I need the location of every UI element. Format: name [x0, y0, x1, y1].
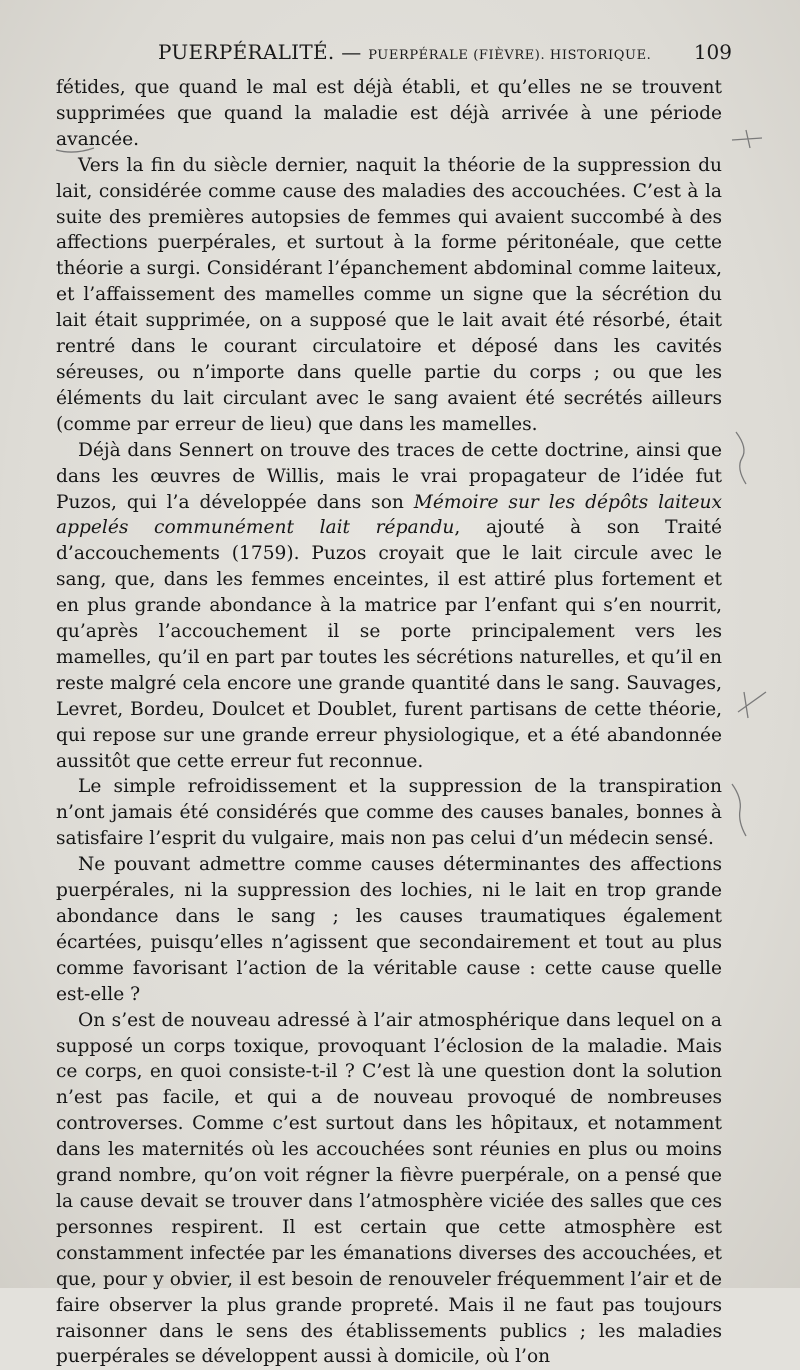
running-head-sub: PUERPÉRALE (FIÈVRE). HISTORIQUE. — [368, 48, 652, 63]
paragraph-3-start: Déjà dans Sennert on trouve des traces de cette doctrine, ainsi que dans les œuvres de Willis, mais le vrai propagateur de l’idée fut Puzos, qui l’a développée dans son — [56, 439, 722, 513]
paragraph-5: Ne pouvant admettre comme causes déterminantes des affections puerpérales, ni la suppression des lochies, ni le lait en trop grande abondance dans le sang ; les causes traumatiques également écartées, puisqu’elles n’agissent que secondairement et tout au plus comme favorisant l’action de la véritable cause : cette cause quelle est-elle ? — [56, 854, 722, 1005]
pencil-cross-mark-1 — [728, 126, 768, 152]
paragraph-2: Vers la fin du siècle dernier, naquit la théorie de la suppression du lait, considérée comme cause des maladies des accouchées. C’est à la suite des premières autopsies de femmes qui avaient succombé à des affections puerpérales, et surtout à la forme péritonéale, que cette théorie a surgi. Considérant l’épanchement abdominal comme laiteux, et l’affaissement des mamelles comme un signe que la sécrétion du lait était supprimée, on a supposé que le lait avait été résorbé, était rentré dans le courant circulatoire et déposé dans les cavités séreuses, ou n’importe dans quelle partie du corps ; ou que les éléments du lait circulant avec le sang avaient été secrétés ailleurs (comme par erreur de lieu) que dans les mamelles. — [56, 154, 722, 435]
running-head — [58, 38, 732, 68]
paragraph-6: On s’est de nouveau adressé à l’air atmosphérique dans lequel on a supposé un corps toxique, provoquant l’éclosion de la maladie. Mais ce corps, en quoi consiste-t-il ? C’est là une question dont la solution n’est pas facile, et qui a de nouveau provoqué de nombreuses controverses. Comme c’est surtout dans les hôpitaux, et notamment dans les maternités où les accouchées sont réunies en plus ou moins grand nombre, qu’on voit régner la fièvre puerpérale, on a pensé que la cause devait se trouver dans l’atmosphère viciée des salles que ces personnes respirent. Il est certain que cette atmosphère est constamment infectée par les émanations diverses des accouchées, et que, pour y obvier, il est besoin de renouveler fréquemment l’air et de faire observer la plus grande propreté. Mais il ne faut pas toujours raisonner dans le sens des établissements publics ; les maladies puerpérales se développent aussi à domicile, où l’on — [56, 1009, 722, 1368]
pencil-bracket-mark-2 — [728, 780, 752, 840]
pencil-bracket-mark-1 — [732, 428, 756, 488]
running-head-title — [158, 40, 651, 64]
paragraph-3-italic-title: Mémoire sur les dépôts laiteux appelés communément lait répandu — [56, 491, 722, 539]
paragraph-3 — [56, 438, 722, 775]
paragraph-3-end: , ajouté à son Traité d’accouchements (1759). Puzos croyait que le lait circule avec le sang, que, dans les femmes enceintes, il est attiré plus fortement et en plus grande abondance à la matrice par l’enfant qui s’en nourrit, qu’après l’accouchement il se porte principalement vers les mamelles, qu’il en part par toutes les sécrétions naturelles, et qu’il en reste malgré cela encore une grande quantité dans le sang. Sauvages, Levret, Bordeu, Doulcet et Doublet, furent partisans de cette théorie, qui repose sur une grande erreur physiologique, et a été abandonnée aussitôt que cette erreur fut reconnue. — [56, 517, 722, 772]
paragraph-1: fétides, que quand le mal est déjà établi, et qu’elles ne se trouvent supprimées que quand la maladie est déjà arrivée à une période avancée. — [56, 77, 722, 150]
paragraph-4: Le simple refroidissement et la suppression de la transpiration n’ont jamais été considérés que comme des causes banales, bonnes à satisfaire l’esprit du vulgaire, mais non pas celui d’un médecin sensé. — [56, 776, 722, 850]
pencil-underline-mark — [54, 142, 114, 158]
pencil-cross-mark-2 — [732, 686, 772, 722]
page-number: 109 — [693, 40, 732, 64]
running-head-main: PUERPÉRALITÉ. — — [158, 40, 362, 64]
body-text — [56, 75, 722, 1370]
